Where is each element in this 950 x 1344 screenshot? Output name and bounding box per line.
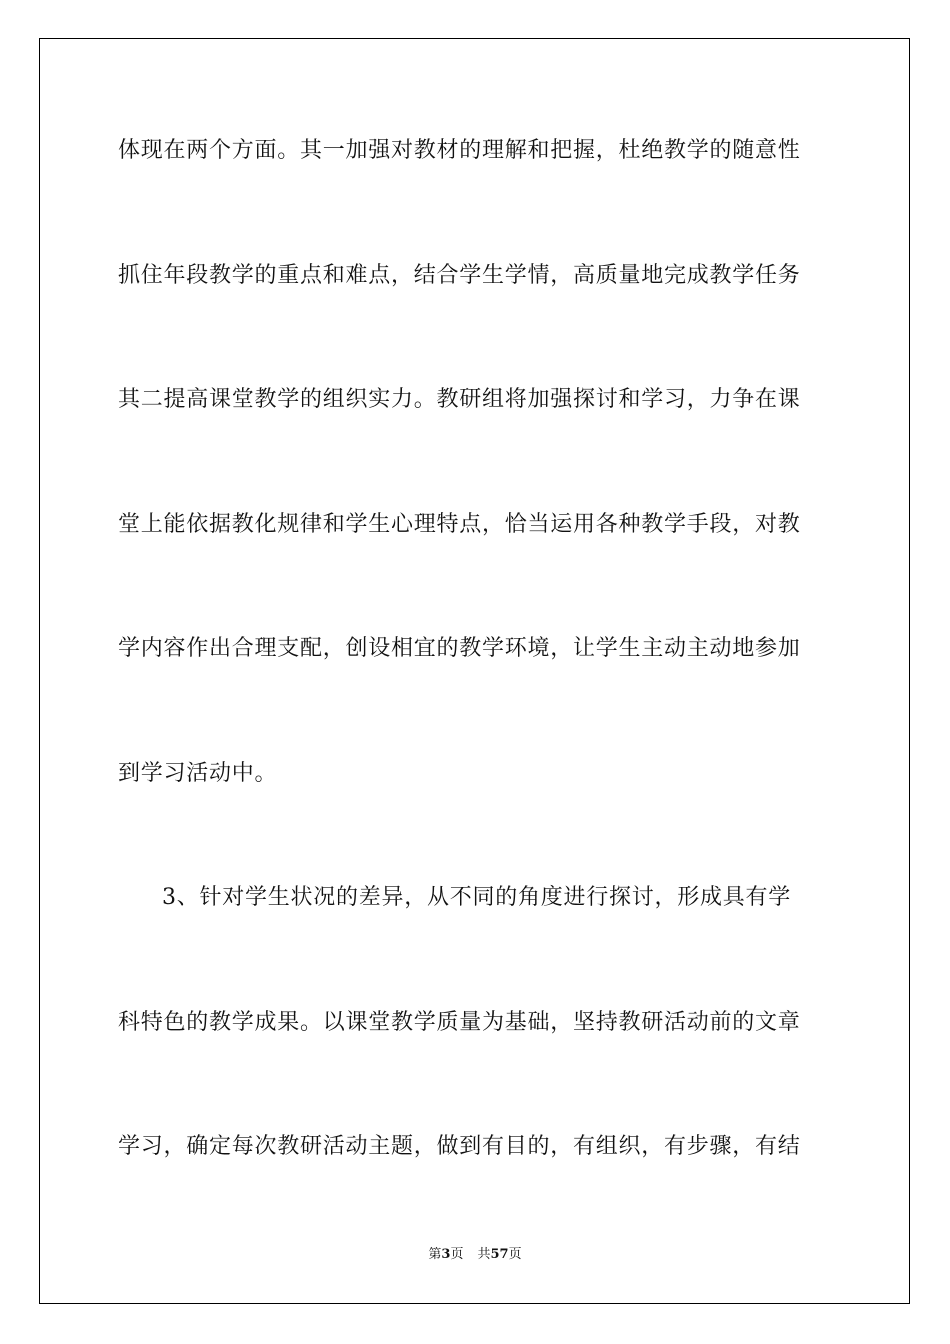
body-text-line-1: 体现在两个方面。其一加强对教材的理解和把握，杜绝教学的随意性 [118, 138, 801, 163]
body-text-line-8: 科特色的教学成果。以课堂教学质量为基础，坚持教研活动前的文章 [118, 1010, 801, 1035]
page-footer [0, 1246, 950, 1264]
footer-total-pages: 57 [490, 1247, 509, 1262]
body-text-line-6: 到学习活动中。 [118, 761, 278, 786]
footer-total-prefix: 共 [477, 1247, 491, 1262]
body-text-line-5: 学内容作出合理支配，创设相宜的教学环境，让学生主动主动地参加 [118, 636, 801, 661]
body-text-line-2: 抓住年段教学的重点和难点，结合学生学情，高质量地完成教学任务 [118, 263, 801, 288]
footer-page-prefix: 第 [428, 1247, 442, 1262]
footer-page-number: 3 [441, 1247, 451, 1262]
body-text-line-7: 3、针对学生状况的差异，从不同的角度进行探讨，形成具有学 [162, 885, 791, 910]
body-text-line-9: 学习，确定每次教研活动主题，做到有目的，有组织，有步骤，有结 [118, 1134, 801, 1159]
body-text-line-3: 其二提高课堂教学的组织实力。教研组将加强探讨和学习，力争在课 [118, 387, 801, 412]
footer-total-suffix: 页 [508, 1247, 522, 1262]
footer-page-suffix: 页 [450, 1247, 464, 1262]
page-border [39, 38, 910, 1304]
body-text-line-4: 堂上能依据教化规律和学生心理特点，恰当运用各种教学手段，对教 [118, 512, 801, 537]
